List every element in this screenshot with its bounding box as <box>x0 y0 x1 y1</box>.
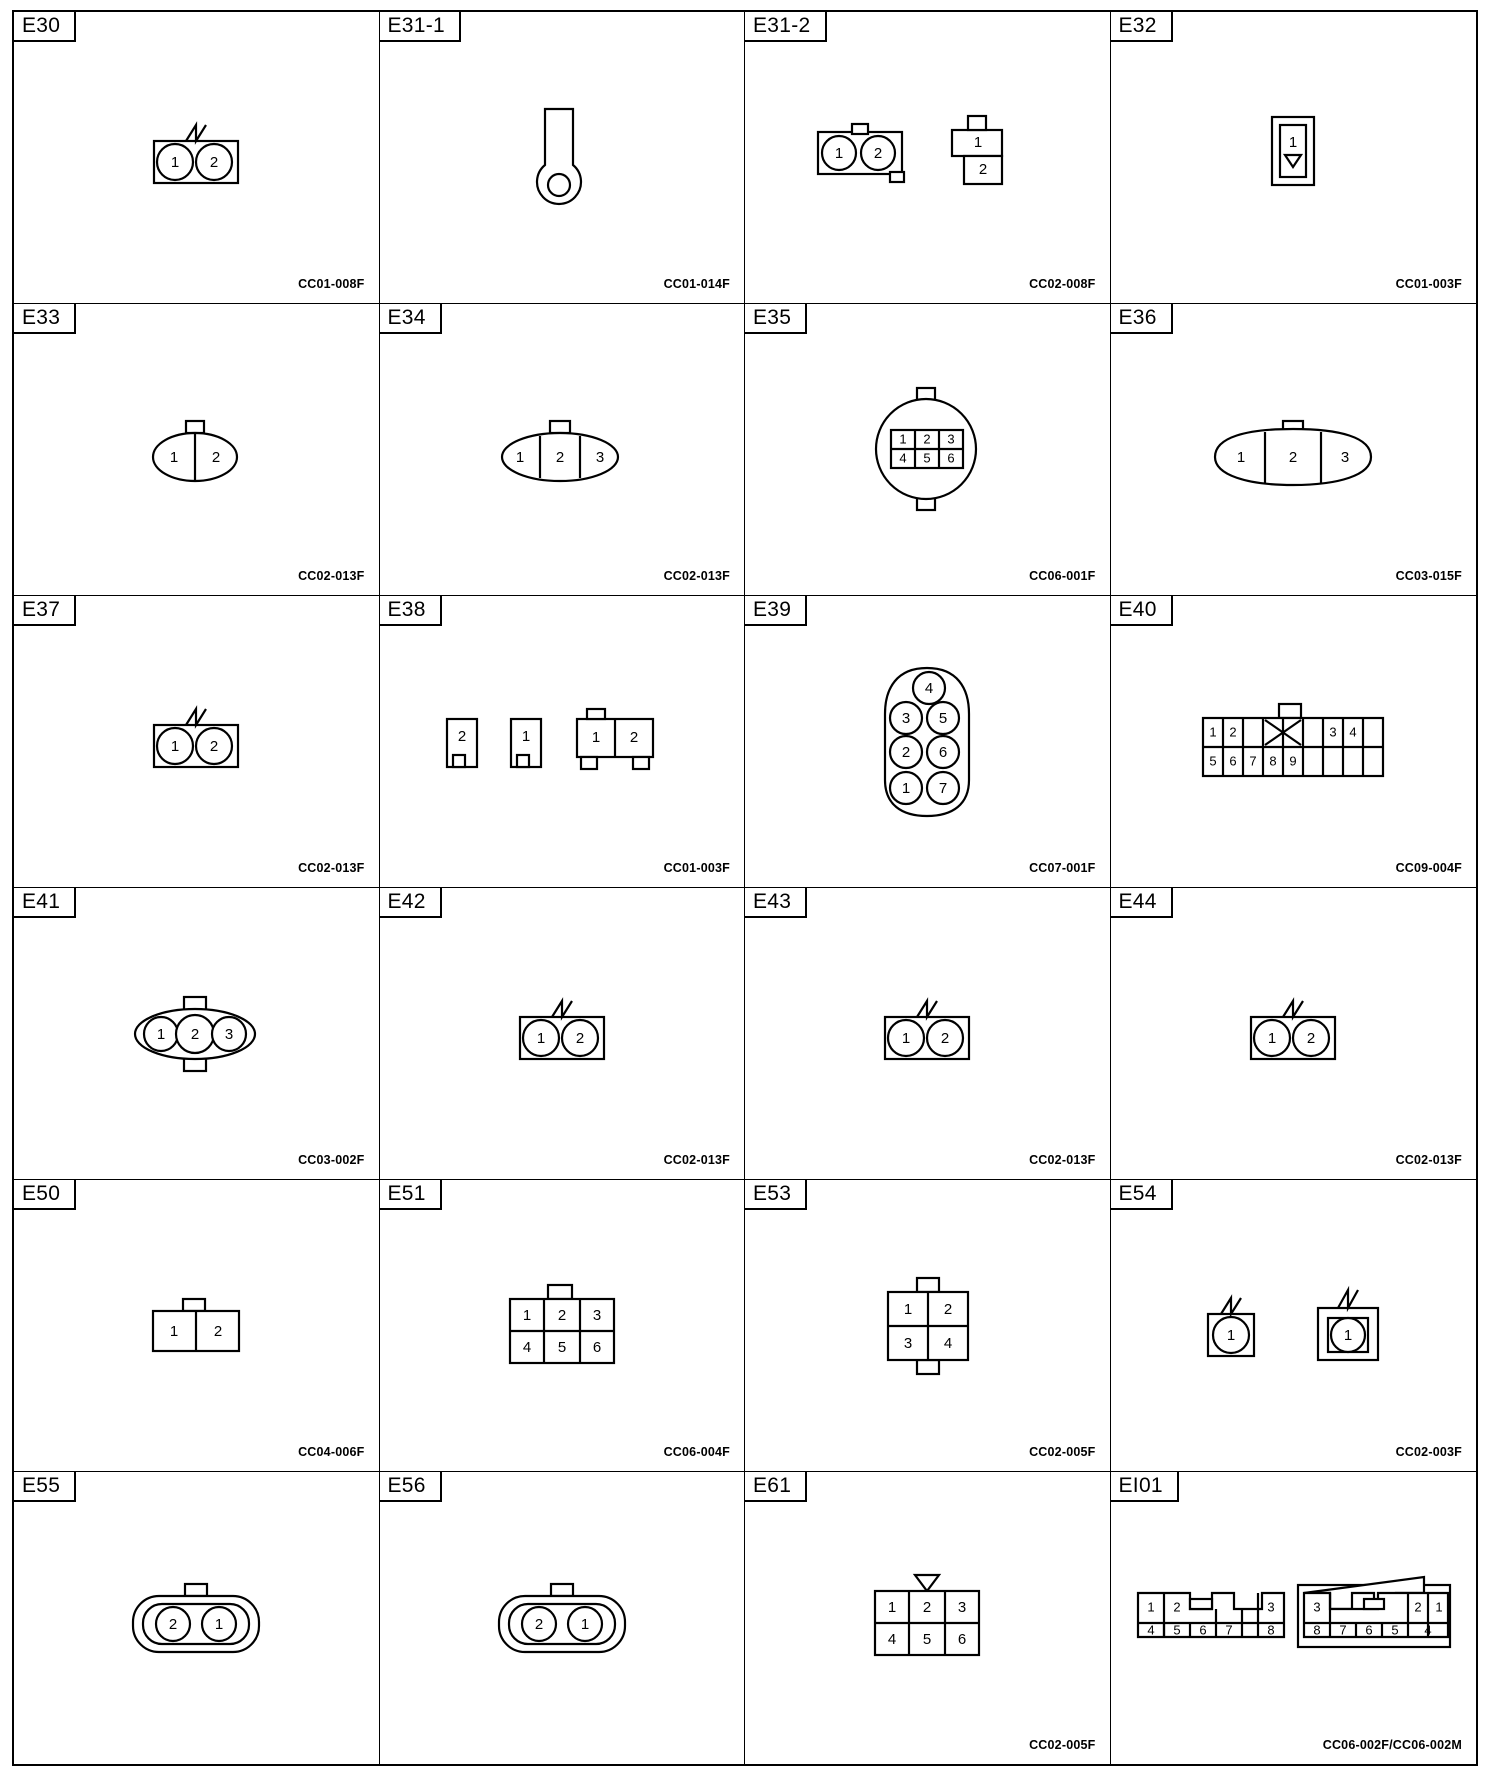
cell-code: CC07-001F <box>1029 861 1096 875</box>
connector-drawing-e34 <box>380 338 745 561</box>
svg-text:3: 3 <box>1329 723 1337 739</box>
svg-text:5: 5 <box>557 1338 566 1356</box>
connector-drawing-e61 <box>745 1506 1110 1730</box>
cell-e37 <box>14 596 380 888</box>
cell-tag: E37 <box>14 596 76 626</box>
svg-text:1: 1 <box>835 144 844 162</box>
svg-text:1: 1 <box>215 1615 224 1633</box>
cell-code: CC04-006F <box>298 1445 365 1459</box>
svg-text:4: 4 <box>944 1334 953 1352</box>
svg-text:1: 1 <box>902 1029 911 1047</box>
svg-text:2: 2 <box>555 448 564 466</box>
svg-text:4: 4 <box>522 1338 531 1356</box>
cell-e55 <box>14 1472 380 1764</box>
svg-text:2: 2 <box>944 1300 953 1318</box>
connector-drawing-ei01 <box>1111 1506 1477 1730</box>
svg-text:1: 1 <box>536 1029 545 1047</box>
svg-text:5: 5 <box>939 709 948 727</box>
connector-drawing-e55 <box>14 1506 379 1730</box>
svg-text:5: 5 <box>1173 1622 1181 1638</box>
svg-text:4: 4 <box>925 679 934 697</box>
cell-e31-2 <box>745 12 1111 304</box>
svg-text:4: 4 <box>1424 1622 1432 1638</box>
cell-tag: E31-2 <box>745 12 827 42</box>
svg-text:2: 2 <box>575 1029 584 1047</box>
cell-tag: E41 <box>14 888 76 918</box>
svg-text:1: 1 <box>888 1598 897 1616</box>
svg-text:3: 3 <box>904 1334 913 1352</box>
cell-code: CC01-003F <box>1395 277 1462 291</box>
svg-text:1: 1 <box>170 1322 179 1340</box>
svg-text:1: 1 <box>171 737 180 755</box>
connector-drawing-e54 <box>1111 1214 1477 1437</box>
svg-text:5: 5 <box>1209 752 1217 768</box>
svg-text:2: 2 <box>1414 1599 1422 1615</box>
svg-text:6: 6 <box>1199 1622 1207 1638</box>
cell-tag: E43 <box>745 888 807 918</box>
connector-drawing-e42 <box>380 922 745 1145</box>
svg-text:2: 2 <box>457 727 466 745</box>
cell-tag: E40 <box>1111 596 1173 626</box>
svg-text:1: 1 <box>515 448 524 466</box>
svg-text:1: 1 <box>522 1306 531 1324</box>
cell-tag: E56 <box>380 1472 442 1502</box>
cell-e30 <box>14 12 380 304</box>
connector-drawing-e41 <box>14 922 379 1145</box>
svg-text:1: 1 <box>1209 723 1217 739</box>
svg-text:2: 2 <box>1307 1029 1316 1047</box>
svg-text:2: 2 <box>923 1598 932 1616</box>
cell-e39 <box>745 596 1111 888</box>
svg-text:2: 2 <box>210 737 219 755</box>
svg-text:2: 2 <box>1289 448 1298 466</box>
svg-text:1: 1 <box>1268 1029 1277 1047</box>
cell-code: CC06-002F/CC06-002M <box>1322 1738 1462 1752</box>
cell-e53 <box>745 1180 1111 1472</box>
svg-text:1: 1 <box>580 1615 589 1633</box>
svg-text:7: 7 <box>1225 1622 1233 1638</box>
svg-text:2: 2 <box>214 1322 223 1340</box>
connector-drawing-e32 <box>1111 46 1477 269</box>
svg-text:1: 1 <box>1435 1599 1443 1615</box>
cell-tag: E32 <box>1111 12 1173 42</box>
cell-tag: EI01 <box>1111 1472 1179 1502</box>
cell-tag: E53 <box>745 1180 807 1210</box>
svg-text:2: 2 <box>212 448 221 466</box>
svg-text:2: 2 <box>210 153 219 171</box>
connector-drawing-e51 <box>380 1214 745 1437</box>
svg-text:3: 3 <box>592 1306 601 1324</box>
cell-code: CC02-013F <box>1395 1153 1462 1167</box>
cell-code: CC01-003F <box>663 861 730 875</box>
connector-drawing-e37 <box>14 630 379 853</box>
svg-text:4: 4 <box>1147 1622 1155 1638</box>
cell-e43 <box>745 888 1111 1180</box>
svg-text:2: 2 <box>1173 1599 1181 1615</box>
cell-code: CC02-013F <box>663 1153 730 1167</box>
cell-e56 <box>380 1472 746 1764</box>
svg-text:2: 2 <box>1229 723 1237 739</box>
cell-code: CC02-005F <box>1029 1738 1096 1752</box>
cell-tag: E44 <box>1111 888 1173 918</box>
cell-code: CC02-013F <box>298 861 365 875</box>
cell-code: CC01-008F <box>298 277 365 291</box>
cell-e33 <box>14 304 380 596</box>
cell-tag: E38 <box>380 596 442 626</box>
connector-grid <box>12 10 1478 1766</box>
svg-text:3: 3 <box>947 430 955 446</box>
cell-tag: E42 <box>380 888 442 918</box>
cell-tag: E31-1 <box>380 12 462 42</box>
cell-e38 <box>380 596 746 888</box>
cell-e32 <box>1111 12 1477 304</box>
svg-text:9: 9 <box>1289 752 1297 768</box>
cell-code: CC09-004F <box>1395 861 1462 875</box>
svg-text:3: 3 <box>595 448 604 466</box>
svg-text:7: 7 <box>1249 752 1257 768</box>
svg-text:2: 2 <box>191 1025 200 1043</box>
cell-code: CC03-015F <box>1395 569 1462 583</box>
svg-text:1: 1 <box>904 1300 913 1318</box>
cell-e44 <box>1111 888 1477 1180</box>
cell-tag: E34 <box>380 304 442 334</box>
connector-drawing-e39 <box>745 630 1110 853</box>
cell-tag: E36 <box>1111 304 1173 334</box>
svg-text:2: 2 <box>169 1615 178 1633</box>
cell-e35 <box>745 304 1111 596</box>
connector-drawing-e43 <box>745 922 1110 1145</box>
cell-e51 <box>380 1180 746 1472</box>
cell-tag: E33 <box>14 304 76 334</box>
cell-e42 <box>380 888 746 1180</box>
cell-tag: E61 <box>745 1472 807 1502</box>
svg-text:1: 1 <box>974 133 983 151</box>
svg-text:4: 4 <box>1349 723 1357 739</box>
svg-text:8: 8 <box>1313 1622 1321 1638</box>
cell-code: CC02-008F <box>1029 277 1096 291</box>
cell-code: CC02-005F <box>1029 1445 1096 1459</box>
connector-drawing-e30 <box>14 46 379 269</box>
cell-code: CC02-013F <box>298 569 365 583</box>
svg-text:4: 4 <box>888 1630 897 1648</box>
cell-e41 <box>14 888 380 1180</box>
cell-e50 <box>14 1180 380 1472</box>
svg-text:4: 4 <box>899 449 907 465</box>
cell-code: CC02-003F <box>1395 1445 1462 1459</box>
svg-text:1: 1 <box>591 728 600 746</box>
svg-text:1: 1 <box>1227 1326 1236 1344</box>
svg-text:1: 1 <box>171 153 180 171</box>
svg-text:1: 1 <box>521 727 530 745</box>
svg-text:2: 2 <box>534 1615 543 1633</box>
cell-e34 <box>380 304 746 596</box>
svg-text:1: 1 <box>1237 448 1246 466</box>
cell-code: CC01-014F <box>663 277 730 291</box>
cell-tag: E30 <box>14 12 76 42</box>
connector-drawing-e33 <box>14 338 379 561</box>
connector-drawing-e36 <box>1111 338 1477 561</box>
cell-e54 <box>1111 1180 1477 1472</box>
svg-text:3: 3 <box>225 1025 234 1043</box>
cell-code: CC06-001F <box>1029 569 1096 583</box>
connector-drawing-e50 <box>14 1214 379 1437</box>
connector-drawing-e35 <box>745 338 1110 561</box>
cell-tag: E39 <box>745 596 807 626</box>
svg-text:1: 1 <box>1147 1599 1155 1615</box>
cell-tag: E55 <box>14 1472 76 1502</box>
svg-text:1: 1 <box>902 779 911 797</box>
cell-e61 <box>745 1472 1111 1764</box>
svg-text:3: 3 <box>1267 1599 1275 1615</box>
svg-text:3: 3 <box>902 709 911 727</box>
cell-tag: E54 <box>1111 1180 1173 1210</box>
cell-e31-1 <box>380 12 746 304</box>
svg-text:5: 5 <box>923 1630 932 1648</box>
svg-text:6: 6 <box>947 449 955 465</box>
svg-text:3: 3 <box>1341 448 1350 466</box>
svg-text:7: 7 <box>1339 1622 1347 1638</box>
svg-text:1: 1 <box>899 430 907 446</box>
connector-drawing-e31-2 <box>745 46 1110 269</box>
cell-tag: E35 <box>745 304 807 334</box>
svg-text:5: 5 <box>1391 1622 1399 1638</box>
cell-code: CC02-013F <box>1029 1153 1096 1167</box>
connector-drawing-e44 <box>1111 922 1477 1145</box>
connector-drawing-e56 <box>380 1506 745 1730</box>
connector-drawing-e38 <box>380 630 745 853</box>
cell-e40 <box>1111 596 1477 888</box>
svg-text:2: 2 <box>979 160 988 178</box>
connector-drawing-e40 <box>1111 630 1477 853</box>
cell-code: CC03-002F <box>298 1153 365 1167</box>
svg-text:6: 6 <box>1229 752 1237 768</box>
svg-text:8: 8 <box>1269 752 1277 768</box>
svg-text:1: 1 <box>157 1025 166 1043</box>
svg-text:1: 1 <box>170 448 179 466</box>
cell-ei01 <box>1111 1472 1477 1764</box>
svg-text:6: 6 <box>592 1338 601 1356</box>
cell-code: CC06-004F <box>663 1445 730 1459</box>
svg-text:8: 8 <box>1267 1622 1275 1638</box>
connector-drawing-e53 <box>745 1214 1110 1437</box>
cell-tag: E50 <box>14 1180 76 1210</box>
cell-code: CC02-013F <box>663 569 730 583</box>
svg-text:3: 3 <box>958 1598 967 1616</box>
svg-text:2: 2 <box>902 743 911 761</box>
svg-text:2: 2 <box>629 728 638 746</box>
svg-text:3: 3 <box>1313 1599 1321 1615</box>
svg-text:6: 6 <box>1365 1622 1373 1638</box>
svg-text:2: 2 <box>941 1029 950 1047</box>
svg-text:2: 2 <box>923 430 931 446</box>
svg-text:6: 6 <box>958 1630 967 1648</box>
svg-text:2: 2 <box>557 1306 566 1324</box>
svg-text:1: 1 <box>1344 1326 1353 1344</box>
svg-text:1: 1 <box>1289 133 1298 151</box>
svg-text:2: 2 <box>874 144 883 162</box>
svg-text:6: 6 <box>939 743 948 761</box>
svg-text:7: 7 <box>939 779 948 797</box>
connector-drawing-e31-1 <box>380 46 745 269</box>
cell-e36 <box>1111 304 1477 596</box>
svg-text:5: 5 <box>923 449 931 465</box>
cell-tag: E51 <box>380 1180 442 1210</box>
